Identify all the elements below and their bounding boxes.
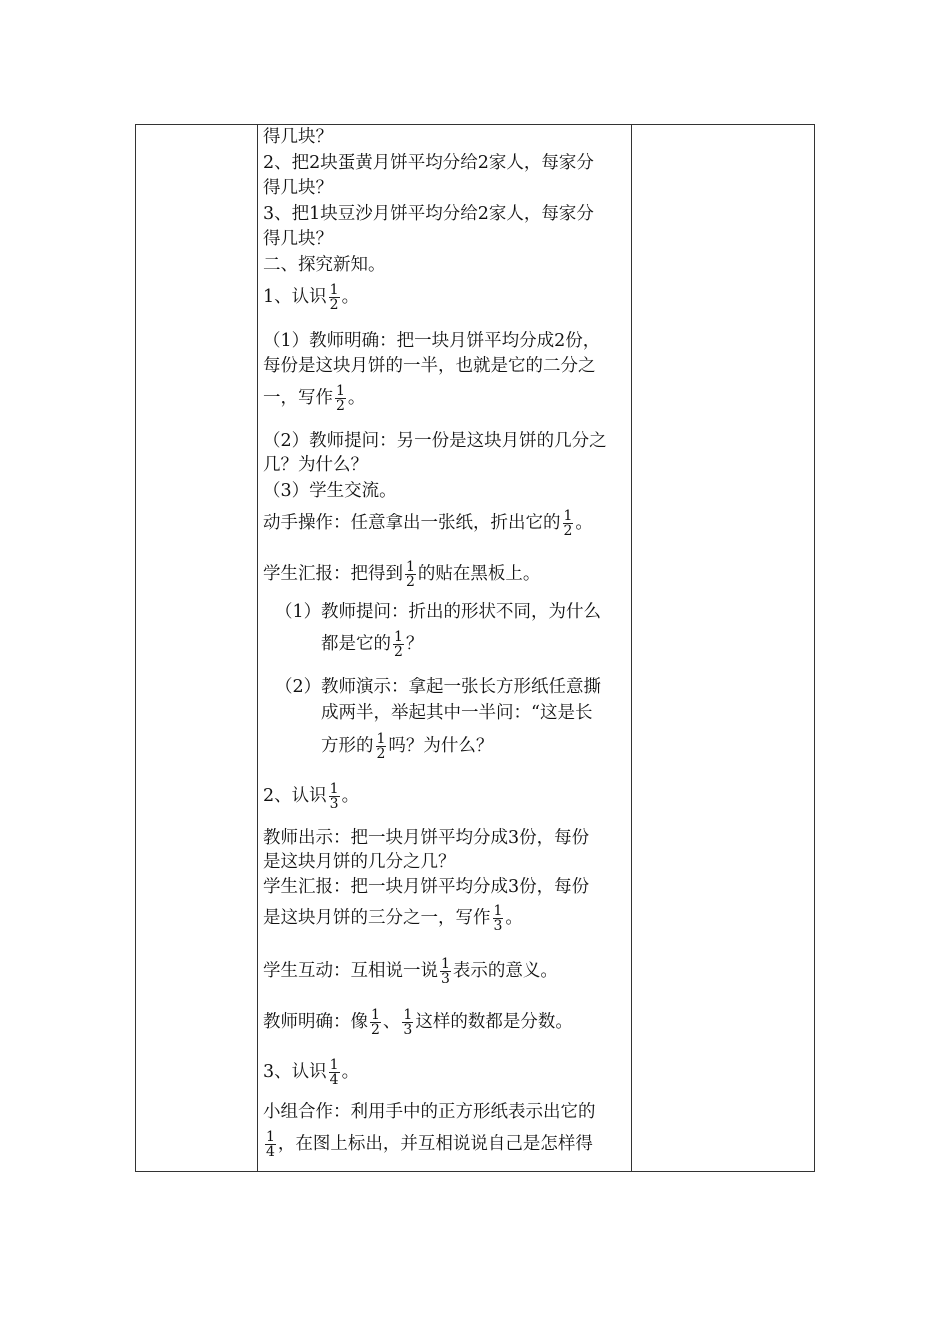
text-line: 学生互动：互相说一说 $\frac{1}{3}$ 表示的意义。	[263, 956, 558, 987]
fraction: $\frac{1}{3}$	[493, 903, 503, 934]
text-line: 3、把1块豆沙月饼平均分给2家人，每家分	[263, 204, 594, 224]
text-line: $\frac{1}{4}$ ，在图上标出，并互相说说自己是怎样得	[266, 1129, 593, 1160]
text-line: 方形的 $\frac{1}{2}$ 吗？为什么？	[321, 731, 494, 762]
text-line: 得几块？	[263, 127, 333, 147]
text-line: 得几块？	[263, 178, 333, 198]
subsection-heading-half: 1、认识 $\frac{1}{2}$ 。	[263, 282, 360, 313]
text-line: 是这块月饼的几分之几？	[263, 852, 456, 872]
text-line: 得几块？	[263, 229, 333, 249]
text-line: 教师出示：把一块月饼平均分成3份，每份	[263, 828, 590, 848]
text-line: 每份是这块月饼的一半，也就是它的二分之	[263, 356, 596, 376]
text-line: 教师演示：拿起一张长方形纸任意撕	[321, 677, 601, 697]
fraction: $\frac{1}{4}$	[266, 1129, 275, 1160]
text-line: （3）学生交流。	[263, 481, 397, 501]
fraction: $\frac{1}{4}$	[329, 1057, 339, 1088]
lesson-content-cell	[263, 125, 625, 1171]
fraction: $\frac{1}{3}$	[403, 1007, 413, 1038]
text-line: 教师明确：像 $\frac{1}{2}$ 、 $\frac{1}{3}$ 这样的数都是分数。	[263, 1007, 573, 1038]
text-line: 一，写作 $\frac{1}{2}$ 。	[263, 383, 366, 414]
column-divider-2	[631, 125, 632, 1171]
lesson-table	[135, 124, 815, 1172]
text-line: 都是它的 $\frac{1}{2}$ ？	[321, 629, 424, 660]
text-line: 是这块月饼的三分之一，写作 $\frac{1}{3}$ 。	[263, 903, 523, 934]
fraction: $\frac{1}{2}$	[394, 629, 403, 660]
fraction: $\frac{1}{2}$	[563, 508, 573, 539]
text-line: （1）教师明确：把一块月饼平均分成2份，	[263, 331, 601, 351]
text-line: 2、把2块蛋黄月饼平均分给2家人，每家分	[263, 153, 594, 173]
subsection-heading-third: 2、认识 $\frac{1}{3}$ 。	[263, 781, 360, 812]
text-line: 学生汇报：把得到 $\frac{1}{2}$ 的贴在黑板上。	[263, 559, 541, 590]
text-line: 小组合作：利用手中的正方形纸表示出它的	[263, 1102, 596, 1122]
text-line: 动手操作：任意拿出一张纸，折出它的 $\frac{1}{2}$ 。	[263, 508, 593, 539]
text-line: 学生汇报：把一块月饼平均分成3份，每份	[263, 877, 590, 897]
list-number: （2）	[275, 677, 322, 697]
text-line: 成两半，举起其中一半问：“这是长	[321, 703, 593, 723]
fraction: $\frac{1}{2}$	[376, 731, 386, 762]
text-line: 教师提问：折出的形状不同，为什么	[321, 602, 601, 622]
fraction: $\frac{1}{2}$	[336, 383, 345, 414]
text-line: （2）教师提问：另一份是这块月饼的几分之	[263, 431, 607, 451]
subsection-heading-quarter: 3、认识 $\frac{1}{4}$ 。	[263, 1057, 360, 1088]
list-number: （1）	[275, 602, 322, 622]
column-divider-1	[257, 125, 258, 1171]
fraction: $\frac{1}{3}$	[329, 781, 339, 812]
section-heading: 二、探究新知。	[263, 255, 386, 275]
fraction: $\frac{1}{3}$	[441, 956, 450, 987]
fraction: $\frac{1}{2}$	[406, 559, 415, 590]
fraction: $\frac{1}{2}$	[371, 1007, 380, 1038]
fraction: $\frac{1}{2}$	[329, 282, 339, 313]
text-line: 几？为什么？	[263, 455, 368, 475]
